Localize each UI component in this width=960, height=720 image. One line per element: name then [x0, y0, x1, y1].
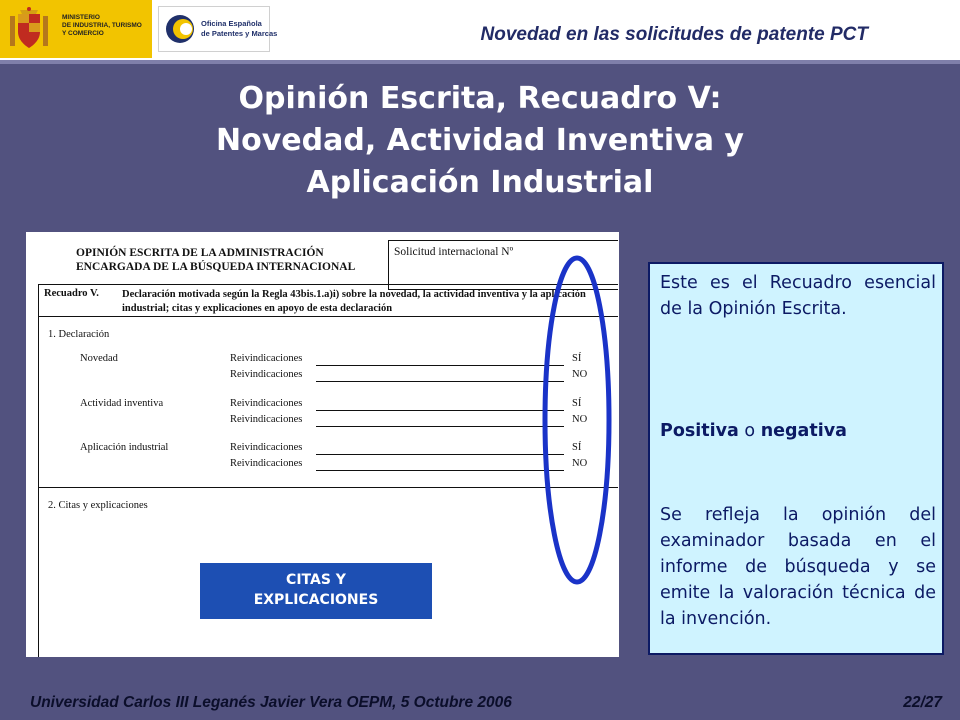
- row-label-novedad: Novedad: [80, 353, 118, 364]
- highlight-ellipse: [540, 253, 614, 587]
- row-label-actividad: Actividad inventiva: [80, 398, 164, 409]
- divider: [38, 316, 618, 317]
- oepm-name: Oficina Española de Patentes y Marcas: [201, 19, 278, 38]
- answer-si: SÍ: [572, 442, 582, 453]
- slide-title: Opinión Escrita, Recuadro V: Novedad, Actividad Inventiva y Aplicación Industrial: [216, 81, 744, 200]
- reivindicaciones-label: Reivindicaciones: [230, 398, 303, 409]
- oepm-emblem-icon: [165, 14, 195, 44]
- header-bar: [0, 0, 960, 60]
- reivindicaciones-label: Reivindicaciones: [230, 442, 303, 453]
- answer-no: NO: [572, 414, 588, 425]
- blank-line: [316, 410, 564, 411]
- blank-line: [316, 365, 564, 366]
- reivindicaciones-label: Reivindicaciones: [230, 369, 303, 380]
- citas-heading: 2. Citas y explicaciones: [48, 500, 148, 511]
- oepm-logo: [158, 6, 278, 52]
- header-title: Novedad en las solicitudes de patente PCT: [480, 24, 868, 45]
- solicitud-label: Solicitud internacional Nº: [394, 246, 514, 258]
- blank-line: [316, 454, 564, 455]
- reivindicaciones-label: Reivindicaciones: [230, 458, 303, 469]
- page-number: 22/27: [903, 694, 942, 711]
- blank-line: [316, 470, 564, 471]
- divider: [38, 487, 618, 488]
- recuadro-label: Recuadro V.: [44, 288, 99, 299]
- recuadro-description: Declaración motivada según la Regla 43bis.1.a)i) sobre la novedad, la actividad inventiva y la aplicación industrial; citas y explicaciones en apoyo de esta declaración: [122, 289, 586, 314]
- coat-of-arms-icon: [8, 6, 50, 52]
- reivindicaciones-label: Reivindicaciones: [230, 414, 303, 425]
- ministry-logo: [0, 0, 152, 58]
- footer-credit: Universidad Carlos III Leganés Javier Vera OEPM, 5 Octubre 2006: [30, 694, 512, 711]
- answer-si: SÍ: [572, 398, 582, 409]
- info-paragraph-3: Se refleja la opinión del examinador basada en el informe de búsqueda y se emite la valoración técnica de la invención.: [660, 505, 936, 629]
- info-paragraph-1: Este es el Recuadro esencial de la Opinión Escrita.: [660, 273, 936, 319]
- header-divider: [0, 60, 960, 64]
- answer-no: NO: [572, 458, 588, 469]
- form-heading: OPINIÓN ESCRITA DE LA ADMINISTRACIÓN ENCARGADA DE LA BÚSQUEDA INTERNACIONAL: [76, 247, 356, 273]
- info-paragraph-2: Positiva o negativa: [660, 421, 847, 441]
- declaracion-heading: 1. Declaración: [48, 329, 110, 340]
- info-box: [648, 262, 944, 655]
- blank-line: [316, 381, 564, 382]
- answer-no: NO: [572, 369, 588, 380]
- blank-line: [316, 426, 564, 427]
- ministry-name: MINISTERIO DE INDUSTRIA, TURISMO Y COMERCIO: [62, 14, 142, 37]
- row-label-aplicacion: Aplicación industrial: [80, 442, 169, 453]
- citas-callout: CITAS Y EXPLICACIONES: [200, 563, 432, 619]
- answer-si: SÍ: [572, 353, 582, 364]
- reivindicaciones-label: Reivindicaciones: [230, 353, 303, 364]
